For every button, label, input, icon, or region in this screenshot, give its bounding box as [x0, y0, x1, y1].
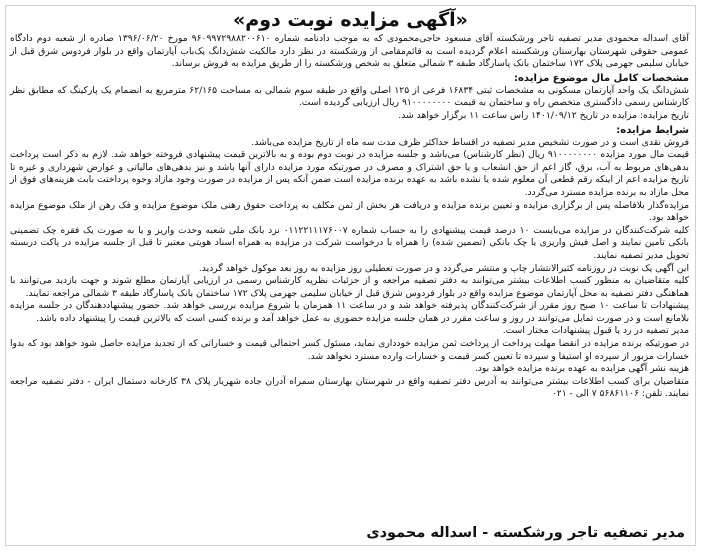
term-item: این آگهی یک نوبت در روزنامه کثیرالانتشار چاپ و منتشر می‌گردد و در صورت تعطیلی روز مزایده به روز بعد موکول خواهد گردید.: [198, 262, 689, 274]
notice-body: [6, 33, 695, 401]
notice-title: «آگهی مزایده نوبت دوم»: [233, 9, 468, 31]
term-item: در صورتیکه برنده مزایده در انقضا مهلت پرداخت از پرداخت ثمن مزایده خودداری نماید، مسئول کسر احتمالی قیمت و خساراتی که از تجدید مزایده حاصل شود خواهد بود که بدوا خسارات مزبور از سپرده او استیفا و سپرده تا تعیین کسر قیمت و خسارات وارده مسترد نخواهد شد.: [10, 338, 689, 362]
intro-paragraph: آقای اسداله محمودی مدیر تصفیه تاجر ورشکسته آقای مسعود حاجی‌محمودی که به موجب دادنامه شماره ۹۶۰۹۹۷۲۹۸۸۲۰۰۶۱۰ مورخ ۱۳۹۶/۰۶/۲۰ صادره از شعبه دوم دادگاه عمومی حقوقی شهرستان بهارستان ورشکسته اعلام گردیده است به قائم‌مقامی از ورشکسته در نظر دارد مالکیت شش‌دانگ یک‌باب آپارتمان واقع در بلوار فردوس شرق قبل از خیابان سلیمی جهرمی پلاک ۱۷۲ ساختمان بانک پاسارگاد طبقه ۳ شمالی متعلق به شخص ورشکسته را از طریق مزایده به فروش برساند.: [10, 33, 689, 70]
term-item: کلیه متقاضیان به منظور کسب اطلاعات بیشتر می‌توانند به دفتر تصفیه مراجعه و از جزئیات نظریه کارشناس رسمی در ارزیابی آپارتمان مطلع شوند و جهت بازدید می‌توانند با هماهنگی دفتر تصفیه به محل آپارتمان موضوع مزایده واقع در بلوار فردوس شرق قبل از خیابان سلیمی جهرمی پلاک ۱۷۲ ساختمان بانک پاسارگاد طبقه ۳ شمالی مراجعه نمایند.: [10, 275, 689, 299]
term-item: مدیر تصفیه در رد یا قبول پیشنهادات مختار است.: [502, 325, 689, 337]
specs-paragraph: شش‌دانگ یک واحد آپارتمان مسکونی به مشخصات ثبتی ۱۶۸۳۴ فرعی از ۱۲۵ اصلی واقع در طبقه سوم شمالی به مساحت ۶۲/۱۶۵ مترمربع به انضمام یک پارکینگ که مطابق نظر کارشناس رسمی دادگستری متخصص راه و ساختمان به قیمت ۹۱۰۰۰۰۰۰۰۰ ریال ارزیابی گردیده است.: [10, 84, 689, 109]
auction-date: تاریخ مزایده: مزایده در تاریخ ۱۴۰۱/۰۹/۱۲ راس ساعت ۱۱ برگزار خواهد شد.: [398, 109, 689, 121]
signature-line: مدیر تصفیه تاجر ورشکسته - اسداله محمودی: [366, 525, 685, 541]
specs-heading: مشخصات کامل مال موضوع مزایده:: [514, 72, 689, 84]
term-item: هزینه نشر آگهی مزایده به عهده برنده مزایده خواهد بود.: [474, 363, 689, 375]
auction-notice: [5, 5, 696, 546]
term-item: قیمت مال مورد مزایده ۹۱۰۰۰۰۰۰۰۰ ریال (نظر کارشناس) می‌باشد و جلسه مزایده در نوبت دوم بوده و به بالاترین قیمت پیشنهادی فروخته خواهد شد. لازم به ذکر است پرداخت بدهی‌های مربوط به آب، برق، گاز اعم از حق انشعاب و یا حق اشتراک و مصرف در صورتیکه مورد مزایده دارای آنها باشد و نیز بدهی‌های مالیاتی و عوارض شهرداری و غیره تا تاریخ مزایده اعم از اینکه رقم قطعی آن معلوم شده یا نشده باشد به عهده برنده مزایده است ضمن آنکه پس از مزایده در صورت وجود مازاد وجوه پرداختت بابت هزینه‌های فوق از محل مازاد به برنده مزایده مسترد می‌گردد.: [10, 149, 689, 198]
term-item: مزایده‌گذار بلافاصله پس از برگزاری مزایده و تعیین برنده مزایده و دریافت هر بخش از ثمن مکلف به پرداخت حقوق رهنی ملک موضوع مزایده و فک رهن از ملک موضوع مزایده خواهد بود.: [10, 199, 689, 224]
term-item: کلیه شرکت‌کنندگان در مزایده می‌بایست ۱۰ درصد قیمت پیشنهادی را به حساب شماره ۰۱۱۲۲۱۱۱۷۶۰۰۷ نزد بانک ملی شعبه وحدت واریز و یا به صورت یک فقره چک تضمینی بانکی تامین نمایند و اصل فیش واریزی یا چک بانکی (تضمین شده) را همراه با درخواست شرکت در مزایده به همراه اسناد هویتی معتبر تا قبل از جلسه مزایده در پاکت دربسته تحویل مدیر تصفیه نمایند.: [10, 224, 690, 261]
term-item: پیشنهادات تا ساعت ۱۰ صبح روز مقرر از شرکت‌کنندگان پذیرفته خواهد شد و در ساعت ۱۱ همزمان با شروع مزایده بررسی خواهد شد. حضور پیشنهاددهندگان در جلسه مزایده بلامانع است و در صورت تمایل می‌توانند در روز و ساعت مقرر در همان جلسه مزایده حضوری به عمل خواهد آمد و برنده کسی است که بالاترین قیمت را پیشنهاد داده باشد.: [10, 300, 689, 324]
term-item: متقاضیان برای کسب اطلاعات بیشتر می‌توانند به آدرس دفتر تصفیه واقع در شهرستان بهارستان سمراه آدران جاده شهریار پلاک ۳۸ کارخانه دستمال ایران - دفتر تصفیه مراجعه نمایند. تلفن: ۵۶۸۶۱۱۰۶ ۷ الی - ۰۲۱: [10, 375, 689, 400]
terms-heading: شرایط مزایده:: [616, 124, 689, 136]
term-item: فروش نقدی است و در صورت تشخیص مدیر تصفیه در اقساط حداکثر ظرف مدت سه ماه از تاریخ مزایده می‌باشد.: [251, 136, 689, 148]
